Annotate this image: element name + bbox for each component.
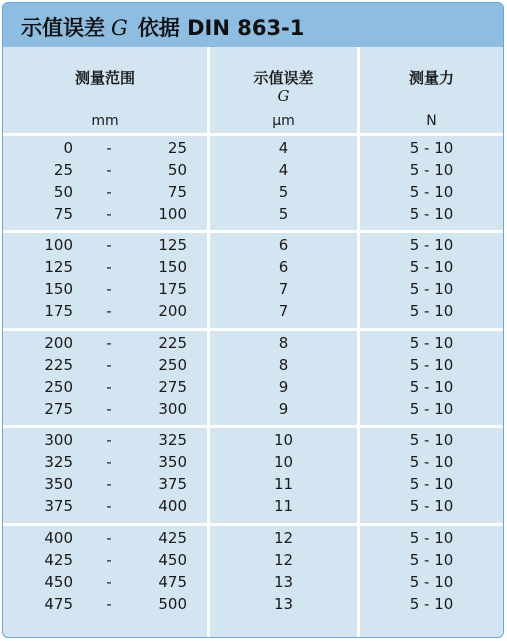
title-bar	[3, 3, 503, 47]
error-value: 6	[278, 236, 289, 254]
range-dash: -	[106, 161, 112, 179]
force-value: 5 - 10	[409, 378, 454, 396]
error-value: 7	[278, 302, 289, 320]
range-from: 75	[53, 205, 73, 223]
range-to: 275	[158, 378, 187, 396]
spec-table-card	[2, 2, 504, 638]
range-from: 175	[44, 302, 73, 320]
error-value: 12	[273, 529, 294, 547]
error-value: 7	[278, 280, 289, 298]
range-from: 25	[53, 161, 73, 179]
force-value: 5 - 10	[409, 400, 454, 418]
range-from: 375	[44, 497, 73, 515]
range-from: 50	[53, 183, 73, 201]
force-value: 5 - 10	[409, 302, 454, 320]
range-dash: -	[106, 431, 112, 449]
force-value: 5 - 10	[409, 453, 454, 471]
range-from: 350	[44, 475, 73, 493]
header-error: 示值误差	[253, 69, 314, 87]
range-dash: -	[106, 497, 112, 515]
force-value: 5 - 10	[409, 205, 454, 223]
header-force-unit: N	[426, 113, 437, 129]
title-suffix: 依据 DIN 863-1	[137, 16, 305, 40]
force-value: 5 - 10	[409, 183, 454, 201]
force-value: 5 - 10	[409, 475, 454, 493]
range-to: 175	[158, 280, 187, 298]
range-to: 225	[158, 334, 187, 352]
error-value: 8	[278, 356, 289, 374]
range-to: 500	[158, 595, 187, 613]
error-value: 4	[278, 161, 289, 179]
header-range-unit: mm	[91, 113, 119, 129]
error-value: 9	[278, 378, 289, 396]
header-error-unit: µm	[272, 113, 295, 129]
range-to: 300	[158, 400, 187, 418]
range-dash: -	[106, 595, 112, 613]
range-from: 275	[44, 400, 73, 418]
range-dash: -	[106, 334, 112, 352]
range-to: 75	[167, 183, 187, 201]
table-title	[21, 12, 304, 42]
range-from: 400	[44, 529, 73, 547]
error-value: 5	[278, 205, 289, 223]
force-value: 5 - 10	[409, 161, 454, 179]
error-value: 6	[278, 258, 289, 276]
range-dash: -	[106, 573, 112, 591]
range-dash: -	[106, 551, 112, 569]
group-separator	[3, 425, 503, 428]
header-error-symbol: G	[277, 87, 290, 105]
force-value: 5 - 10	[409, 139, 454, 157]
range-dash: -	[106, 258, 112, 276]
force-value: 5 - 10	[409, 258, 454, 276]
group-separator	[3, 230, 503, 233]
range-from: 225	[44, 356, 73, 374]
range-dash: -	[106, 302, 112, 320]
range-to: 200	[158, 302, 187, 320]
range-dash: -	[106, 236, 112, 254]
error-value: 4	[278, 139, 289, 157]
range-to: 125	[158, 236, 187, 254]
range-from: 250	[44, 378, 73, 396]
range-from: 150	[44, 280, 73, 298]
header-force: 测量力	[408, 69, 454, 87]
range-to: 450	[158, 551, 187, 569]
group-separator	[3, 328, 503, 331]
range-to: 250	[158, 356, 187, 374]
error-value: 13	[273, 573, 294, 591]
range-dash: -	[106, 205, 112, 223]
range-to: 325	[158, 431, 187, 449]
range-from: 125	[44, 258, 73, 276]
range-to: 475	[158, 573, 187, 591]
force-value: 5 - 10	[409, 431, 454, 449]
range-from: 325	[44, 453, 73, 471]
range-to: 25	[167, 139, 187, 157]
error-value: 11	[273, 497, 294, 515]
range-from: 475	[44, 595, 73, 613]
range-to: 100	[158, 205, 187, 223]
force-value: 5 - 10	[409, 529, 454, 547]
force-value: 5 - 10	[409, 236, 454, 254]
force-value: 5 - 10	[409, 280, 454, 298]
range-from: 300	[44, 431, 73, 449]
force-value: 5 - 10	[409, 551, 454, 569]
range-dash: -	[106, 529, 112, 547]
range-from: 425	[44, 551, 73, 569]
error-value: 11	[273, 475, 294, 493]
range-to: 375	[158, 475, 187, 493]
force-value: 5 - 10	[409, 334, 454, 352]
range-dash: -	[106, 280, 112, 298]
range-dash: -	[106, 378, 112, 396]
error-value: 9	[278, 400, 289, 418]
range-from: 0	[63, 139, 73, 157]
error-value: 10	[273, 431, 294, 449]
header-range: 测量范围	[74, 69, 135, 87]
error-value: 8	[278, 334, 289, 352]
range-dash: -	[106, 453, 112, 471]
range-dash: -	[106, 356, 112, 374]
force-value: 5 - 10	[409, 356, 454, 374]
range-to: 425	[158, 529, 187, 547]
error-value: 12	[273, 551, 294, 569]
title-prefix: 示值误差	[21, 16, 105, 40]
range-dash: -	[106, 183, 112, 201]
range-to: 400	[158, 497, 187, 515]
error-value: 10	[273, 453, 294, 471]
error-value: 5	[278, 183, 289, 201]
range-to: 50	[167, 161, 187, 179]
title-symbol: G	[111, 16, 128, 40]
group-separator	[3, 523, 503, 526]
range-dash: -	[106, 475, 112, 493]
error-value: 13	[273, 595, 294, 613]
range-to: 350	[158, 453, 187, 471]
range-from: 200	[44, 334, 73, 352]
group-separator	[3, 133, 503, 136]
range-from: 100	[44, 236, 73, 254]
range-to: 150	[158, 258, 187, 276]
force-value: 5 - 10	[409, 573, 454, 591]
range-dash: -	[106, 139, 112, 157]
force-value: 5 - 10	[409, 595, 454, 613]
range-from: 450	[44, 573, 73, 591]
range-dash: -	[106, 400, 112, 418]
force-value: 5 - 10	[409, 497, 454, 515]
